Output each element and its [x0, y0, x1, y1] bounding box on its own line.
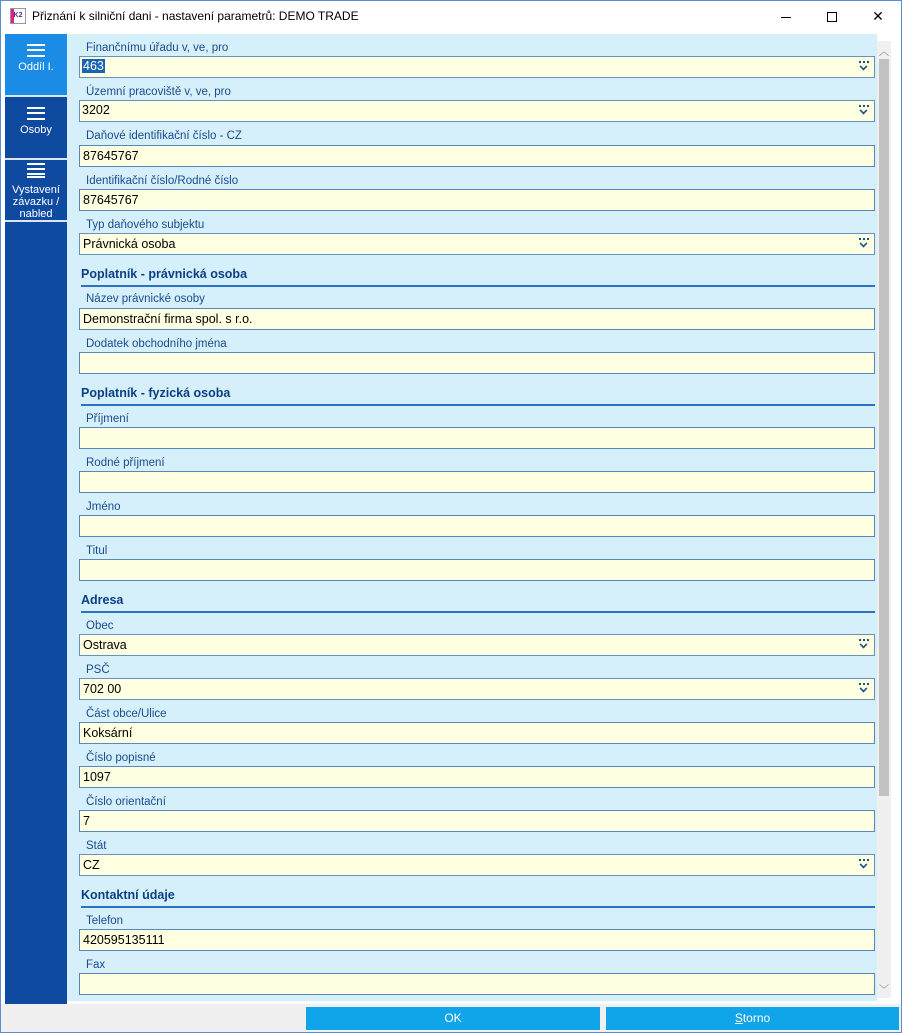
- sidebar-divider: [5, 220, 67, 222]
- sidebar-item-vystaveni[interactable]: [5, 160, 67, 220]
- field-value: 87645767: [83, 149, 139, 163]
- field-label: Dodatek obchodního jména: [86, 338, 227, 350]
- prijmeni-field[interactable]: [79, 427, 875, 449]
- maximize-button[interactable]: [809, 1, 855, 32]
- dropdown-icon[interactable]: [858, 238, 870, 249]
- close-button[interactable]: [855, 1, 901, 32]
- field-label: Obec: [86, 620, 114, 632]
- telefon-field[interactable]: [79, 929, 875, 951]
- section-heading: Kontaktní údaje: [81, 888, 875, 908]
- field-value: Demonstrační firma spol. s r.o.: [83, 312, 253, 326]
- field-value: Právnická osoba: [83, 237, 176, 251]
- field-label: Titul: [86, 545, 108, 557]
- sidebar-item-label: Osoby: [20, 124, 52, 136]
- obec-field[interactable]: [79, 634, 875, 656]
- field-label: Číslo popisné: [86, 752, 156, 764]
- field-label: Finančnímu úřadu v, ve, pro: [86, 42, 229, 54]
- field-label: Část obce/Ulice: [86, 708, 167, 720]
- dropdown-icon[interactable]: [858, 639, 870, 650]
- field-label: Daňové identifikační číslo - CZ: [86, 130, 242, 142]
- field-value: 1097: [83, 770, 111, 784]
- field-label: Telefon: [86, 915, 124, 927]
- field-label: Územní pracoviště v, ve, pro: [86, 86, 231, 98]
- dic-field[interactable]: [79, 145, 875, 167]
- ic-field[interactable]: [79, 189, 875, 211]
- app-icon: K2: [10, 8, 26, 24]
- form-panel: [71, 34, 877, 1001]
- scroll-up-icon[interactable]: ︿: [879, 47, 889, 58]
- nazev-field[interactable]: [79, 308, 875, 330]
- cislo-orientacni-field[interactable]: [79, 810, 875, 832]
- stat-field[interactable]: [79, 854, 875, 876]
- cislo-popisne-field[interactable]: [79, 766, 875, 788]
- field-label: Příjmení: [86, 413, 129, 425]
- storno-button[interactable]: [606, 1007, 899, 1030]
- section-heading: Adresa: [81, 593, 875, 613]
- dropdown-icon[interactable]: [858, 61, 870, 72]
- field-value: Koksární: [83, 726, 133, 740]
- field-label: Fax: [86, 959, 106, 971]
- minimize-button[interactable]: [763, 1, 809, 32]
- dropdown-icon[interactable]: [858, 683, 870, 694]
- storno-label: torno: [742, 1011, 771, 1025]
- sidebar-item-osoby[interactable]: [5, 97, 67, 158]
- section-heading: Poplatník - fyzická osoba: [81, 386, 875, 406]
- scrollbar-thumb[interactable]: [879, 59, 889, 796]
- menu-icon: [27, 44, 45, 57]
- field-value: Ostrava: [83, 638, 127, 652]
- field-value: 463: [83, 59, 104, 73]
- titul-field[interactable]: [79, 559, 875, 581]
- uzemni-pracoviste-field[interactable]: [79, 100, 875, 122]
- window-title: Přiznání k silniční dani - nastavení parametrů: DEMO TRADE: [32, 9, 359, 23]
- field-label: Stát: [86, 840, 107, 852]
- field-value: 702 00: [83, 682, 122, 696]
- scroll-down-icon[interactable]: ﹀: [879, 985, 889, 996]
- minimize-icon: [781, 17, 791, 18]
- sidebar-item-oddil[interactable]: [5, 34, 67, 95]
- field-label: Identifikační číslo/Rodné číslo: [86, 175, 239, 187]
- ulice-field[interactable]: [79, 722, 875, 744]
- menu-icon: [27, 107, 45, 120]
- field-label: Typ daňového subjektu: [86, 219, 205, 231]
- storno-accelerator: S: [734, 1011, 743, 1025]
- jmeno-field[interactable]: [79, 515, 875, 537]
- field-value: 87645767: [83, 193, 139, 207]
- psc-field[interactable]: [79, 678, 875, 700]
- field-value: CZ: [83, 858, 100, 872]
- ok-button[interactable]: OK: [306, 1007, 600, 1030]
- button-bar: [1, 1004, 901, 1032]
- financni-urad-field[interactable]: [79, 56, 875, 78]
- field-label: Rodné příjmení: [86, 457, 165, 469]
- field-label: Číslo orientační: [86, 796, 166, 808]
- maximize-icon: [827, 12, 837, 22]
- field-label: PSČ: [86, 664, 110, 676]
- rodne-prijmeni-field[interactable]: [79, 471, 875, 493]
- field-value: 3202: [82, 103, 110, 117]
- dropdown-icon[interactable]: [858, 105, 870, 116]
- dropdown-icon[interactable]: [858, 859, 870, 870]
- fax-field[interactable]: [79, 973, 875, 995]
- typ-subjektu-field[interactable]: [79, 233, 875, 255]
- dodatek-field[interactable]: [79, 352, 875, 374]
- title-bar[interactable]: [1, 1, 901, 32]
- field-value: 420595135111: [83, 933, 165, 947]
- sidebar-item-label: Oddíl I.: [18, 61, 54, 73]
- field-label: Název právnické osoby: [86, 293, 205, 305]
- field-label: Jméno: [86, 501, 121, 513]
- section-heading: Poplatník - právnická osoba: [81, 267, 875, 287]
- list-icon: [27, 163, 45, 178]
- sidebar: [5, 34, 67, 1004]
- close-icon: ✕: [872, 8, 884, 24]
- vertical-scrollbar[interactable]: [877, 41, 891, 998]
- sidebar-item-label: Vystavení závazku / nabled: [12, 184, 60, 220]
- field-value: 7: [83, 814, 90, 828]
